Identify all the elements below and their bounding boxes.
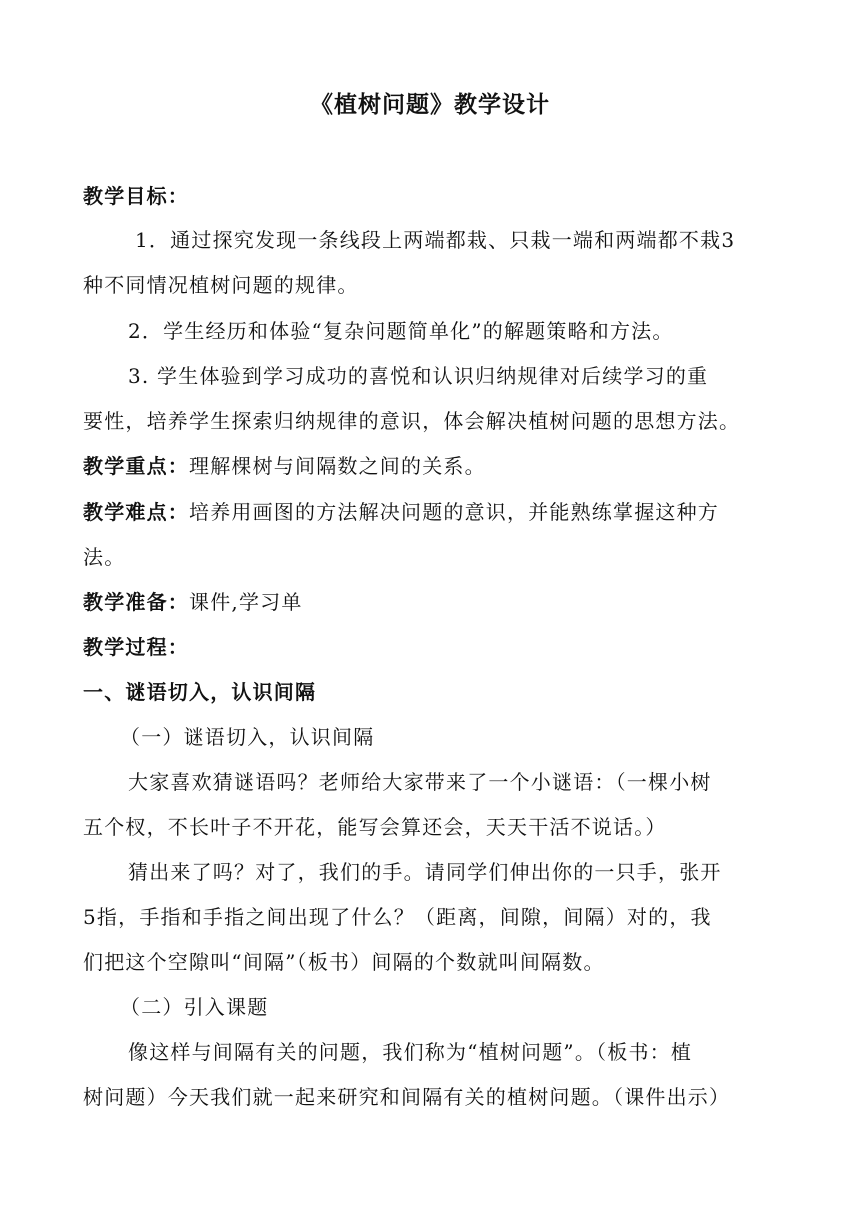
paragraph-3-line-1: 像这样与间隔有关的问题，我们称为“植树问题”。（板书：植 xyxy=(128,1040,693,1064)
section-1-heading: 一、谜语切入，认识间隔 xyxy=(83,680,317,704)
key-point-label: 教学重点： xyxy=(83,454,189,478)
paragraph-1-line-1: 大家喜欢猜谜语吗？老师给大家带来了一个小谜语：（一棵小树 xyxy=(128,770,712,794)
difficulty-row xyxy=(83,494,783,530)
key-point-row xyxy=(83,448,783,484)
goal-item-1-line-2: 种不同情况植树问题的规律。 xyxy=(83,273,359,297)
preparation-row xyxy=(83,584,783,620)
preparation-text: 课件,学习单 xyxy=(189,590,303,614)
goal-item-3-line-1: 3. 学生体验到学习成功的喜悦和认识归纳规律对后续学习的重 xyxy=(128,364,709,388)
key-point-text: 理解棵树与间隔数之间的关系。 xyxy=(189,454,486,478)
document-title: 《植树问题》教学设计 xyxy=(310,91,550,118)
difficulty-text-line-1: 培养用画图的方法解决问题的意识，并能熟练掌握这种方 xyxy=(189,500,719,524)
goals-heading: 教学目标： xyxy=(83,184,189,208)
process-heading: 教学过程： xyxy=(83,635,189,659)
difficulty-label: 教学难点： xyxy=(83,500,189,524)
goal-item-2: 2．学生经历和体验“复杂问题简单化”的解题策略和方法。 xyxy=(128,319,674,343)
goal-item-1-line-1: 1．通过探究发现一条线段上两端都栽、只栽一端和两端都不栽3 xyxy=(135,228,736,252)
goal-item-3-line-2: 要性，培养学生探索归纳规律的意识，体会解决植树问题的思想方法。 xyxy=(83,409,741,433)
paragraph-2-line-2: 5指，手指和手指之间出现了什么？（距离，间隙，间隔）对的，我 xyxy=(83,905,712,929)
paragraph-1-line-2: 五个杈，不长叶子不开花，能写会算还会，天天干活不说话。） xyxy=(83,815,667,839)
subsection-1-heading: （一）谜语切入，认识间隔 xyxy=(120,725,375,749)
difficulty-text-line-2: 法。 xyxy=(83,545,126,569)
paragraph-2-line-1: 猜出来了吗？对了，我们的手。请同学们伸出你的一只手，张开 xyxy=(128,860,722,884)
subsection-2-heading: （二）引入课题 xyxy=(120,995,269,1019)
paragraph-3-line-2: 树问题）今天我们就一起来研究和间隔有关的植树问题。（课件出示） xyxy=(83,1085,731,1109)
preparation-label: 教学准备： xyxy=(83,590,189,614)
paragraph-2-line-3: 们把这个空隙叫“间隔”（板书）间隔的个数就叫间隔数。 xyxy=(83,950,605,974)
